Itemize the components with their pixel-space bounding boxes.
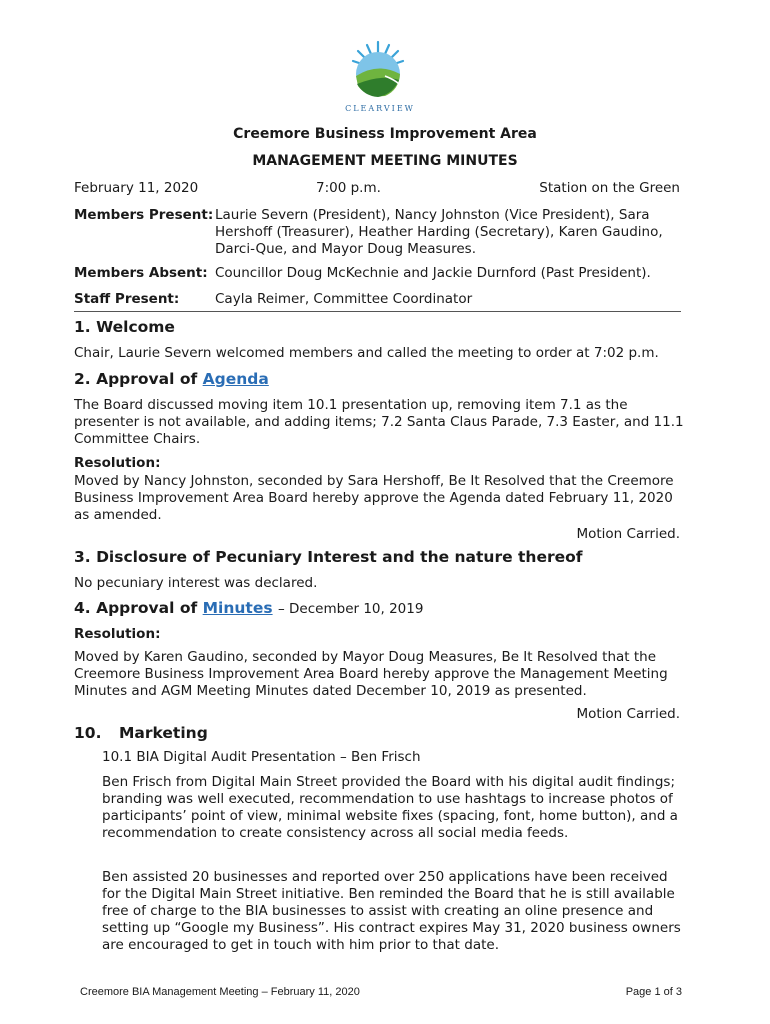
marketing-para-2: Ben assisted 20 businesses and reported over 250 applications have been received for the Digital Main Street initiative. Ben reminded the Board that he is still available free of charge to the BIA businesses to assist with creating an oline presence and setting up “Google my Business”. His contract expires May 31, 2020 business owners are encouraged to get in touch with him prior to that date. <box>102 869 681 953</box>
agenda-text: The Board discussed moving item 10.1 presentation up, removing item 7.1 as the presenter is not available, and adding items; 7.2 Santa Claus Parade, 7.3 Easter, and 11.1 Committee Chairs. <box>74 397 684 447</box>
members-present-label: Members Present: <box>74 207 214 223</box>
minutes-link[interactable]: Minutes <box>202 599 273 617</box>
staff-present <box>74 291 680 308</box>
marketing-para-1: Ben Frisch from Digital Main Street provided the Board with his digital audit findings; branding was well executed, recommendation to use hashtags to increase photos of participants’ point of view, minimal website fixes (spacing, font, home button), and a recommendation to create consistency across all social media feeds. <box>102 774 678 841</box>
footer-left: Creemore BIA Management Meeting – February 11, 2020 <box>80 986 360 998</box>
minutes-resolution-label: Resolution: <box>74 626 161 642</box>
document-subtitle: MANAGEMENT MEETING MINUTES <box>252 153 518 169</box>
document-title: Creemore Business Improvement Area <box>233 126 537 142</box>
heading-agenda-prefix: 2. Approval of <box>74 370 198 388</box>
marketing-subheading: 10.1 BIA Digital Audit Presentation – Ben Frisch <box>102 749 421 765</box>
meeting-meta <box>74 180 680 200</box>
heading-minutes <box>74 599 423 617</box>
members-absent-label: Members Absent: <box>74 265 208 281</box>
heading-marketing <box>74 724 208 742</box>
members-present-value: Laurie Severn (President), Nancy Johnston (Vice President), Sara Hershoff (Treasurer), Heather Harding (Secretary), Karen Gaudino, Darci-Que, and Mayor Doug Measures. <box>215 207 663 257</box>
heading-minutes-date: – December 10, 2019 <box>278 601 424 617</box>
agenda-outcome: Motion Carried. <box>576 526 680 542</box>
minutes-outcome: Motion Carried. <box>576 706 680 722</box>
agenda-resolution-label: Resolution: <box>74 455 161 471</box>
heading-disclosure: 3. Disclosure of Pecuniary Interest and the nature thereof <box>74 548 583 566</box>
members-present <box>74 207 680 258</box>
heading-welcome: 1. Welcome <box>74 318 175 336</box>
divider <box>74 311 681 312</box>
clearview-logo-icon <box>345 40 411 100</box>
members-absent <box>74 265 680 282</box>
staff-present-label: Staff Present: <box>74 291 180 307</box>
heading-minutes-prefix: 4. Approval of <box>74 599 198 617</box>
disclosure-text: No pecuniary interest was declared. <box>74 575 318 591</box>
agenda-resolution: Moved by Nancy Johnston, seconded by Sara Hershoff, Be It Resolved that the Creemore Business Improvement Area Board hereby approve the Agenda dated February 11, 2020 as amended. <box>74 473 674 523</box>
heading-marketing-title: Marketing <box>119 724 208 742</box>
logo-wordmark: CLEARVIEW <box>345 104 415 113</box>
members-absent-value: Councillor Doug McKechnie and Jackie Durnford (Past President). <box>215 265 651 281</box>
staff-present-value: Cayla Reimer, Committee Coordinator <box>215 291 473 307</box>
footer-page-number: Page 1 of 3 <box>625 986 682 998</box>
heading-agenda <box>74 370 269 388</box>
meeting-location: Station on the Green <box>539 180 680 196</box>
welcome-text: Chair, Laurie Severn welcomed members and called the meeting to order at 7:02 p.m. <box>74 345 659 361</box>
minutes-resolution: Moved by Karen Gaudino, seconded by Mayor Doug Measures, Be It Resolved that the Creemore Business Improvement Area Board hereby approve the Management Meeting Minutes and AGM Meeting Minutes dated December 10, 2019 as presented. <box>74 649 668 699</box>
meeting-time: 7:00 p.m. <box>316 180 381 196</box>
heading-marketing-number: 10. <box>74 724 102 742</box>
meeting-date: February 11, 2020 <box>74 180 199 196</box>
agenda-link[interactable]: Agenda <box>202 370 269 388</box>
